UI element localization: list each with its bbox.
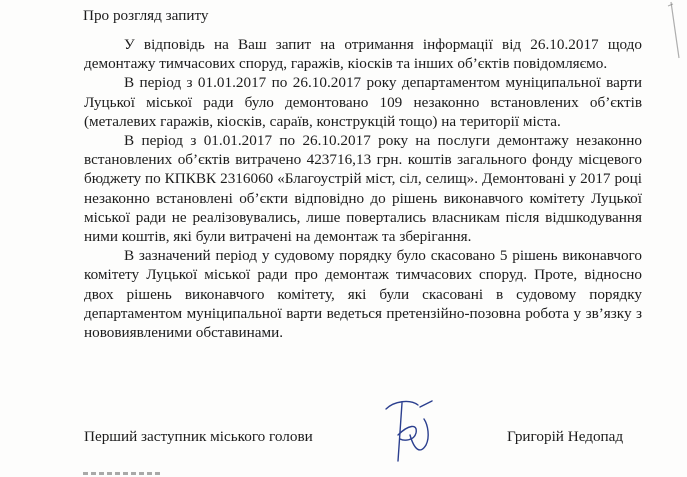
paragraph-expenses: В період з 01.01.2017 по 26.10.2017 року на послуги демонтажу незаконно встановлених об’єктів витрачено 423716,13 грн. коштів загального фонду місцевого бюджету по КПКВК 2316060 «Благоустрій міст, сіл, селищ». Демонтовані у 2017 році незаконно встановлені об’єкти відповідно до рішень виконавчого комітету Луцької міської ради не реалізовувались, лише повертались власникам після відшкодування ними коштів, які були витрачені на демонтаж та зберігання. — [84, 132, 642, 246]
handwritten-signature — [380, 395, 440, 467]
paragraph-dismantled: В період з 01.01.2017 по 26.10.2017 року департаментом муніципальної варти Луцької міської ради було демонтовано 109 незаконно встановлених об’єктів (металевих гаражів, кіосків, сараїв, конструкцій тощо) на території міста. — [84, 74, 642, 130]
page-edge-mark — [665, 0, 687, 60]
signatory-name: Григорій Недопад — [507, 428, 624, 445]
paragraph-court: В зазначений період у судовому порядку було скасовано 5 рішень виконавчого комітету Луцької міської ради про демонтаж тимчасових споруд. Проте, відносно двох рішень виконавчого комітету, які були скасовані в судовому порядку департаментом муніципальної варти ведеться претензійно-позовна робота у зв’язку з нововиявленими обставинами. — [84, 247, 642, 342]
document-body — [84, 35, 642, 342]
cut-off-text-line — [83, 468, 163, 477]
paragraph-intro: У відповідь на Ваш запит на отримання інформації від 26.10.2017 щодо демонтажу тимчасових споруд, гаражів, кіосків та інших об’єктів повідомляємо. — [84, 36, 642, 73]
signatory-position: Перший заступник міського голови — [84, 428, 313, 445]
document-subject: Про розгляд запиту — [83, 7, 209, 24]
signature-block — [84, 427, 644, 451]
